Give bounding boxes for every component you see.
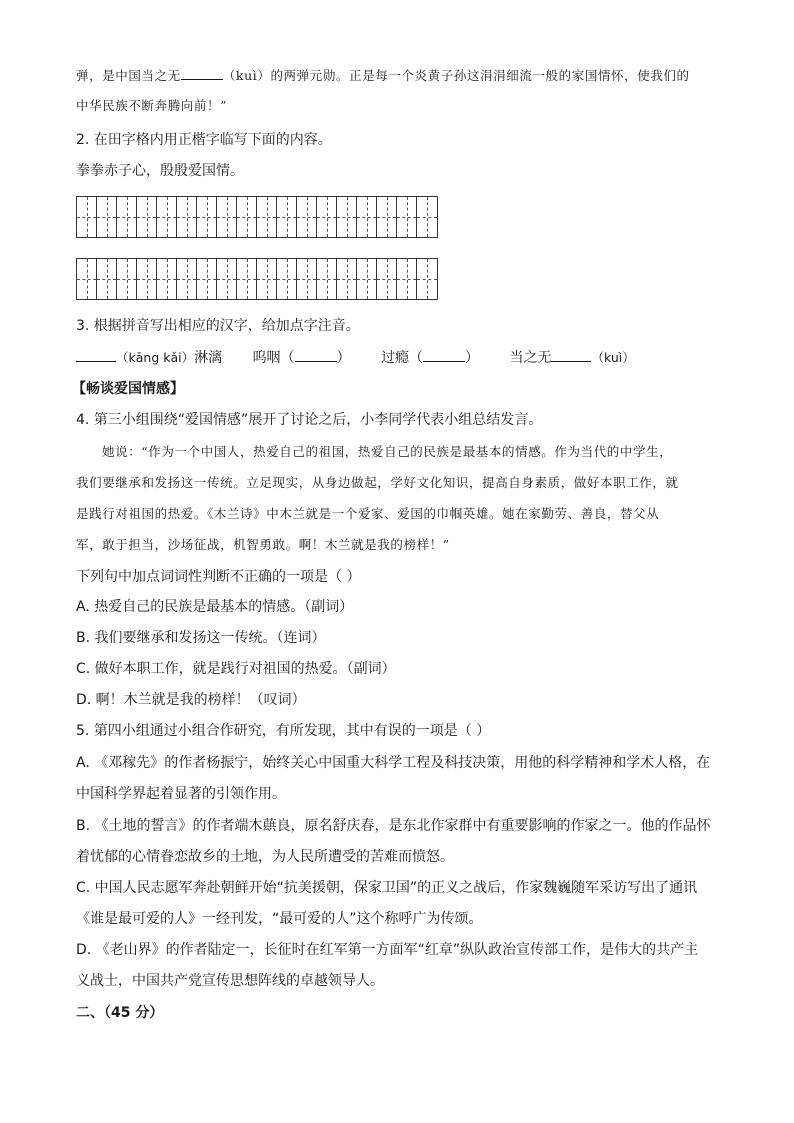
grid-cell[interactable] (377, 197, 397, 237)
section-heading: 【畅谈爱国情感】 (72, 381, 184, 397)
grid-cell[interactable] (297, 259, 317, 299)
grid-cell[interactable] (157, 259, 177, 299)
grid-cell[interactable] (277, 259, 297, 299)
grid-cell[interactable] (177, 259, 197, 299)
speech-line: 她说：“作为一个中国人，热爱自己的祖国，热爱自己的民族是最基本的情感。作为当代的中学生， (102, 444, 673, 459)
grid-cell[interactable] (77, 259, 97, 299)
grid-cell[interactable] (137, 197, 157, 237)
grid-cell[interactable] (237, 197, 257, 237)
option-b[interactable]: B. 我们要继承和发扬这一传统。（连词） (76, 630, 326, 646)
item-text: 呜咽（ (252, 350, 295, 366)
grid-cell[interactable] (357, 259, 377, 299)
grid-cell[interactable] (317, 259, 337, 299)
grid-cell[interactable] (297, 197, 317, 237)
grid-cell[interactable] (217, 197, 237, 237)
answer-blank[interactable] (295, 348, 337, 362)
grid-cell[interactable] (117, 197, 137, 237)
grid-cell[interactable] (157, 197, 177, 237)
grid-cell[interactable] (97, 197, 117, 237)
answer-blank[interactable] (551, 348, 591, 362)
option-c[interactable]: C. 做好本职工作，就是践行对祖国的热爱。（副词） (76, 661, 396, 677)
grid-cell[interactable] (217, 259, 237, 299)
question-4-question: 下列句中加点词词性判断不正确的一项是（ ） (76, 569, 361, 585)
question-3-stem: 3. 根据拼音写出相应的汉字，给加点字注音。 (76, 318, 360, 334)
item-text: ） (336, 350, 351, 366)
grid-cell[interactable] (177, 197, 197, 237)
option-b-cont: 着忧郁的心情眷恋故乡的土地，为人民所遭受的苦难而愤怒。 (76, 849, 454, 865)
grid-cell[interactable] (237, 259, 257, 299)
item-text: 过瘾（ (381, 350, 424, 366)
grid-cell[interactable] (257, 197, 277, 237)
option-d[interactable]: D. 啊！木兰就是我的榜样！（叹词） (76, 692, 306, 708)
option-d-cont: 义战士，中国共产党宣传思想阵线的卓越领导人。 (76, 973, 384, 989)
question-5-stem: 5. 第四小组通过小组合作研究，有所发现，其中有误的一项是（ ） (76, 723, 491, 739)
grid-cell[interactable] (417, 197, 437, 237)
part-2-heading: 二、（45 分） (76, 1005, 164, 1021)
passage-text: 弹，是中国当之无 (76, 68, 181, 83)
grid-cell[interactable] (357, 197, 377, 237)
answer-blank[interactable] (181, 66, 223, 80)
speech-line: 我们要继承和发扬这一传统。立足现实，从身边做起，学好文化知识，提高自身素质，做好本职工作，就 (76, 475, 679, 490)
option-c-cont: 《谁是最可爱的人》一经刊发，“最可爱的人”这个称呼广为传颂。 (76, 911, 483, 927)
speech-line: 军，敢于担当，沙场征战，机智勇敢。啊！木兰就是我的榜样！” (76, 537, 450, 552)
grid-cell[interactable] (117, 259, 137, 299)
item-text: 淋漓 (194, 350, 223, 366)
speech-line: 是践行对祖国的热爱。《木兰诗》中木兰就是一个爱家、爱国的巾帼英雄。她在家勤劳、善良，替父从 (76, 506, 660, 521)
question-2-stem: 2. 在田字格内用正楷字临写下面的内容。 (76, 132, 332, 148)
grid-cell[interactable] (337, 259, 357, 299)
tianzige-grid-row-2[interactable] (76, 258, 438, 300)
answer-blank[interactable] (76, 348, 116, 362)
pinyin: （kuì） (222, 68, 271, 83)
grid-cell[interactable] (417, 259, 437, 299)
passage-line-2: 中华民族不断奔腾向前！” (76, 98, 228, 113)
grid-cell[interactable] (97, 259, 117, 299)
question-4-stem: 4. 第三小组围绕“爱国情感”展开了讨论之后，小李同学代表小组总结发言。 (76, 412, 543, 428)
tianzige-grid-row-1[interactable] (76, 196, 438, 238)
pinyin: （kuì） (591, 350, 635, 365)
answer-blank[interactable] (423, 348, 465, 362)
option-a[interactable]: A. 热爱自己的民族是最基本的情感。（副词） (76, 599, 354, 615)
question-2-content: 拳拳赤子心，殷殷爱国情。 (76, 163, 244, 179)
item-text: ） (465, 350, 480, 366)
option-a-cont: 中国科学界起着显著的引领作用。 (76, 786, 286, 802)
option-c[interactable]: C. 中国人民志愿军奔赴朝鲜开始“抗美援朝，保家卫国”的正义之战后，作家魏巍随军采访写出了通讯 (76, 880, 698, 896)
grid-cell[interactable] (137, 259, 157, 299)
passage-line-1 (76, 66, 690, 85)
pinyin: （kāng kǎi） (116, 350, 195, 365)
grid-cell[interactable] (257, 259, 277, 299)
passage-text: 的两弹元勋。正是每一个炎黄子孙这涓涓细流一般的家国情怀，使我们的 (270, 68, 690, 83)
grid-cell[interactable] (317, 197, 337, 237)
question-3-items (76, 348, 635, 367)
option-b[interactable]: B. 《土地的誓言》的作者端木蕻良，原名舒庆春，是东北作家群中有重要影响的作家之一。他的作品怀 (76, 818, 711, 834)
item-text: 当之无 (509, 350, 552, 366)
grid-cell[interactable] (197, 259, 217, 299)
option-d[interactable]: D. 《老山界》的作者陆定一，长征时在红军第一方面军“红章”纵队政治宣传部工作，是伟大的共产主 (76, 942, 699, 958)
grid-cell[interactable] (77, 197, 97, 237)
grid-cell[interactable] (337, 197, 357, 237)
grid-cell[interactable] (197, 197, 217, 237)
option-a[interactable]: A. 《邓稼先》的作者杨振宁，始终关心中国重大科学工程及科技决策，用他的科学精神和学术人格，在 (76, 755, 711, 771)
grid-cell[interactable] (277, 197, 297, 237)
grid-cell[interactable] (377, 259, 397, 299)
grid-cell[interactable] (397, 259, 417, 299)
grid-cell[interactable] (397, 197, 417, 237)
